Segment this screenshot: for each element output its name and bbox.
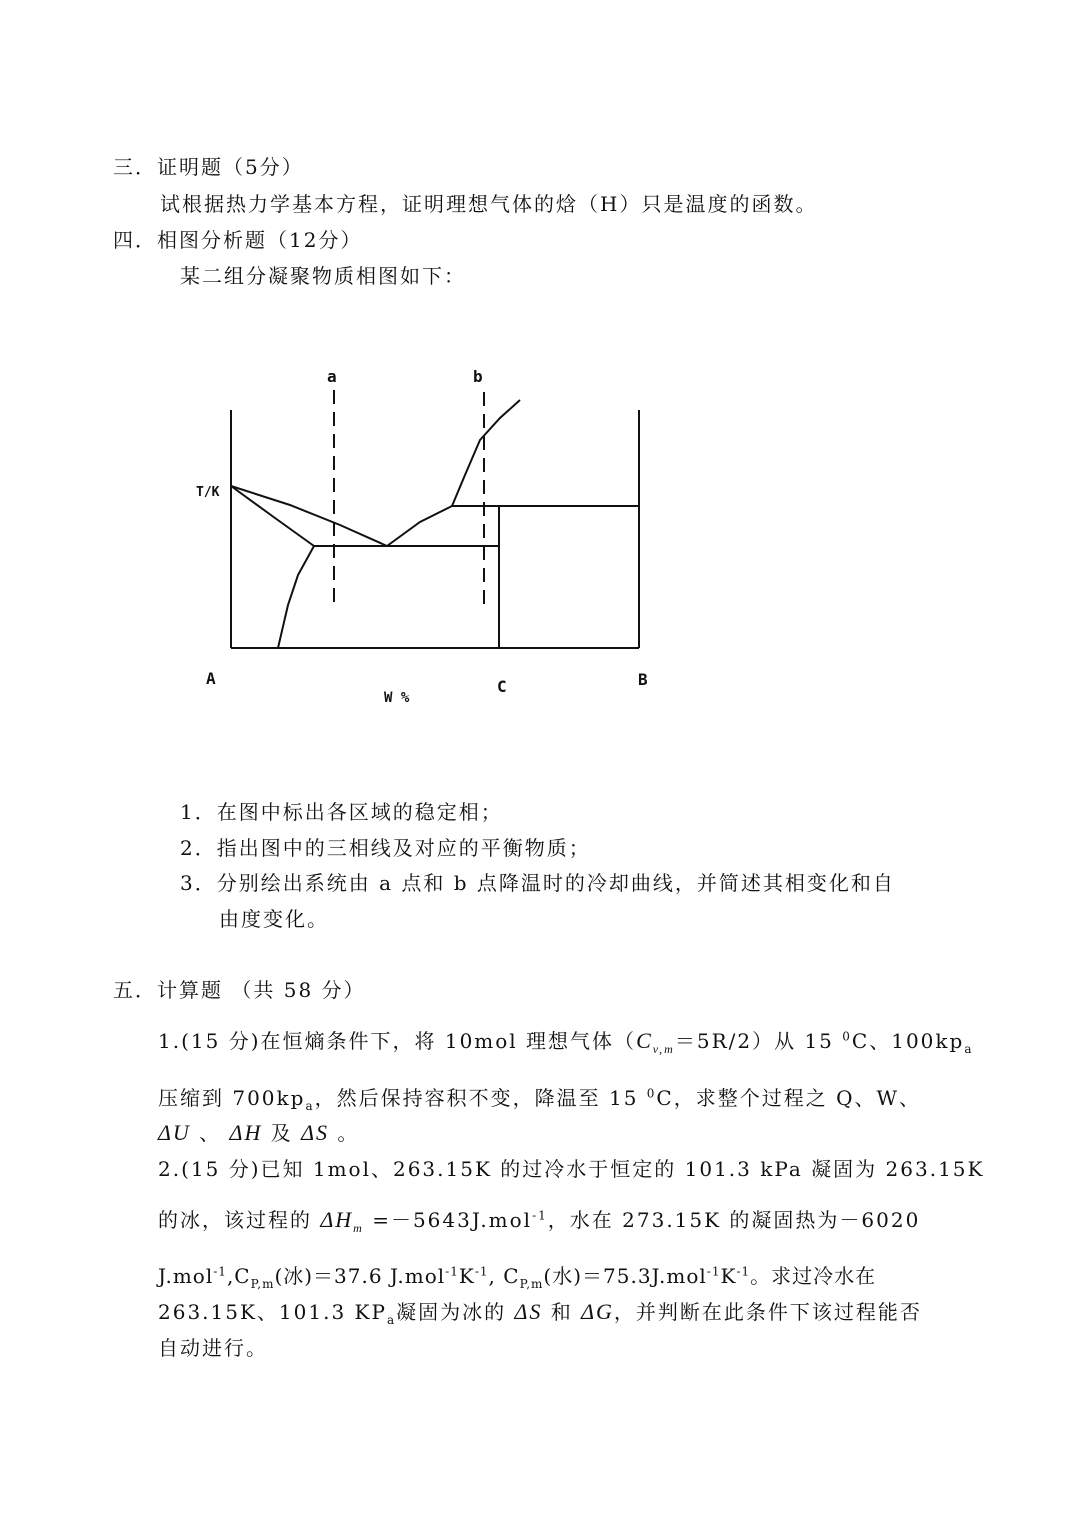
phase-diagram — [180, 355, 670, 715]
label-A: A — [206, 669, 216, 688]
label-W: W % — [384, 690, 410, 706]
phase-intro: 某二组分凝聚物质相图如下： — [180, 264, 466, 288]
phase-q1: 1．在图中标出各区域的稳定相； — [180, 800, 503, 824]
calc-heading: 五．计算题 （共 58 分） — [113, 978, 366, 1002]
calc-p2-line5: 自动进行。 — [158, 1336, 268, 1360]
proof-heading: 三．证明题（5分） — [113, 155, 304, 179]
liquidus-left — [231, 486, 387, 546]
calc-p2-line2: 的冰，该过程的 $\Delta H_m =-5643J.mol^{-1}$，水在 273.15K 的凝固热为－6020 — [158, 1207, 921, 1235]
label-C: C — [497, 677, 507, 696]
calc-p1-line2: 压缩到 $700kp_a$，然后保持容积不变，降温至 15 $^0$C，求整个过程之 Q、W、 — [158, 1086, 922, 1113]
calc-p1-line1: 1.(15 分)在恒熵条件下，将 10mol 理想气体$(C_{v,m}=5R/2)$从 15 $^0$C、$100kp_a$ — [158, 1028, 974, 1056]
calc-p2-line3: $J.mol^{-1},C_{P,m}$(冰)＝37.6 $J.mol^{-1}K^{-1}$, $C_{P,m}$(水)$=75.3J.mol^{-1}K^{-1}$。求过冷水在 — [158, 1264, 877, 1291]
phase-heading: 四．相图分析题（12分） — [113, 228, 363, 252]
calc-p2-line1: 2.(15 分)已知 1mol、263.15K 的过冷水于恒定的 101.3 kPa 凝固为 263.15K — [158, 1157, 985, 1181]
phase-q2: 2．指出图中的三相线及对应的平衡物质； — [180, 836, 591, 860]
label-T: T/K — [196, 485, 220, 500]
calc-p1-line3: ΔU 、 ΔH 及 ΔS 。 — [158, 1120, 360, 1145]
solidus-left — [231, 486, 314, 546]
label-a: a — [327, 367, 337, 386]
label-b: b — [473, 367, 483, 386]
label-B: B — [638, 670, 648, 689]
solvus-left — [278, 546, 314, 648]
liquidus-right — [452, 400, 520, 506]
proof-body: 试根据热力学基本方程，证明理想气体的焓（H）只是温度的函数。 — [160, 192, 818, 216]
phase-q3-line2: 由度变化。 — [219, 907, 329, 931]
phase-q3-line1: 3．分别绘出系统由 a 点和 b 点降温时的冷却曲线，并简述其相变化和自 — [180, 871, 895, 895]
liquidus-middle — [387, 506, 452, 546]
calc-p2-line4: 263.15K、101.3 $KP_a$凝固为冰的 ΔS 和 ΔG，并判断在此条件下该过程能否 — [158, 1299, 922, 1327]
